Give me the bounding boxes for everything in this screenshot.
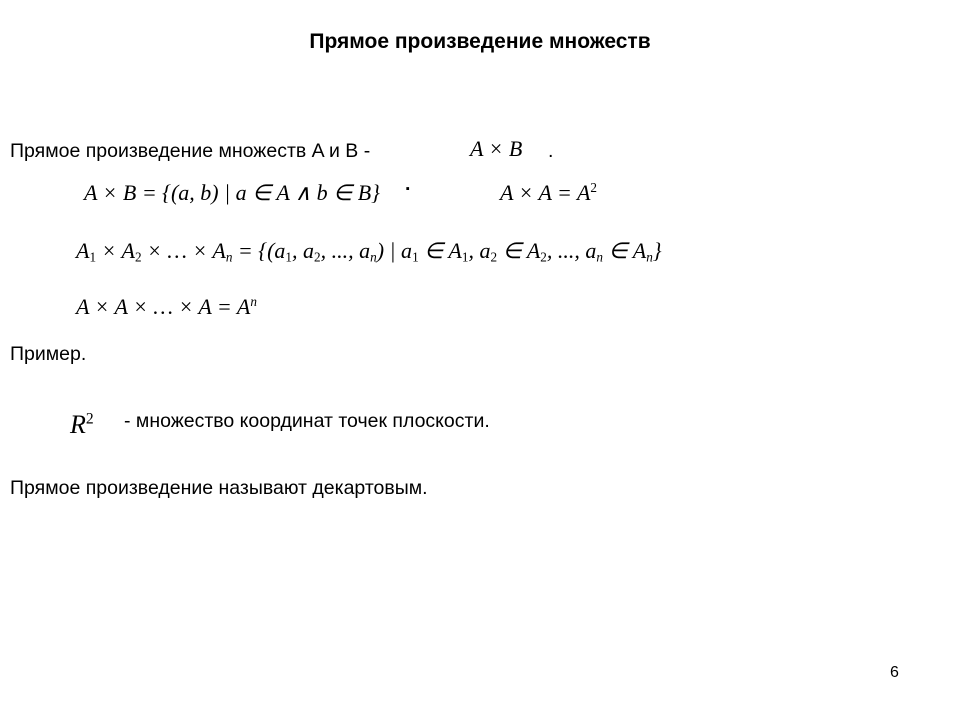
formula-plane-base: R bbox=[70, 410, 86, 439]
formula-square-base: A × A = A bbox=[500, 180, 591, 205]
example-description: - множество координат точек плоскости. bbox=[124, 410, 490, 432]
formula-square-exp: 2 bbox=[590, 180, 598, 196]
formula-plane-exp: 2 bbox=[85, 410, 94, 428]
formula-set-definition-text: A × B = {(a, b) | a ∈ A ∧ b ∈ B} bbox=[84, 180, 380, 205]
slide-title: Прямое произведение множеств bbox=[309, 30, 651, 53]
formula-plane bbox=[70, 410, 94, 440]
conclusion-text: Прямое произведение называют декартовым. bbox=[10, 477, 428, 499]
definition-text: Прямое произведение множеств A и B - bbox=[10, 140, 371, 162]
formula-n-product: $A_1 \times A_2$ × … × $A_n = \{(a_1$, $a_2$, ..., $a_n$) | $a_1$ ∈ $A_1$, $a_2$ ∈ $A_2$, ..., $a_n$ ∈ $A_n$} bbox=[76, 238, 662, 265]
formula-power bbox=[76, 294, 257, 320]
definition-period: . bbox=[548, 140, 554, 162]
formula-power-exp: n bbox=[250, 294, 257, 310]
formula-product-ab bbox=[470, 136, 522, 162]
formula-square bbox=[500, 180, 597, 206]
formula-power-base: A × A × … × A = A bbox=[76, 294, 251, 319]
formula-n-product-lhs: $A_1 \times A_2$ × … × $A_n$ bbox=[76, 238, 233, 265]
formula-set-definition bbox=[84, 180, 380, 206]
page-number: 6 bbox=[890, 664, 899, 681]
formula-set-dot: · bbox=[405, 178, 412, 200]
example-label: Пример. bbox=[10, 343, 87, 365]
formula-product-ab-text: A × B bbox=[470, 136, 523, 161]
